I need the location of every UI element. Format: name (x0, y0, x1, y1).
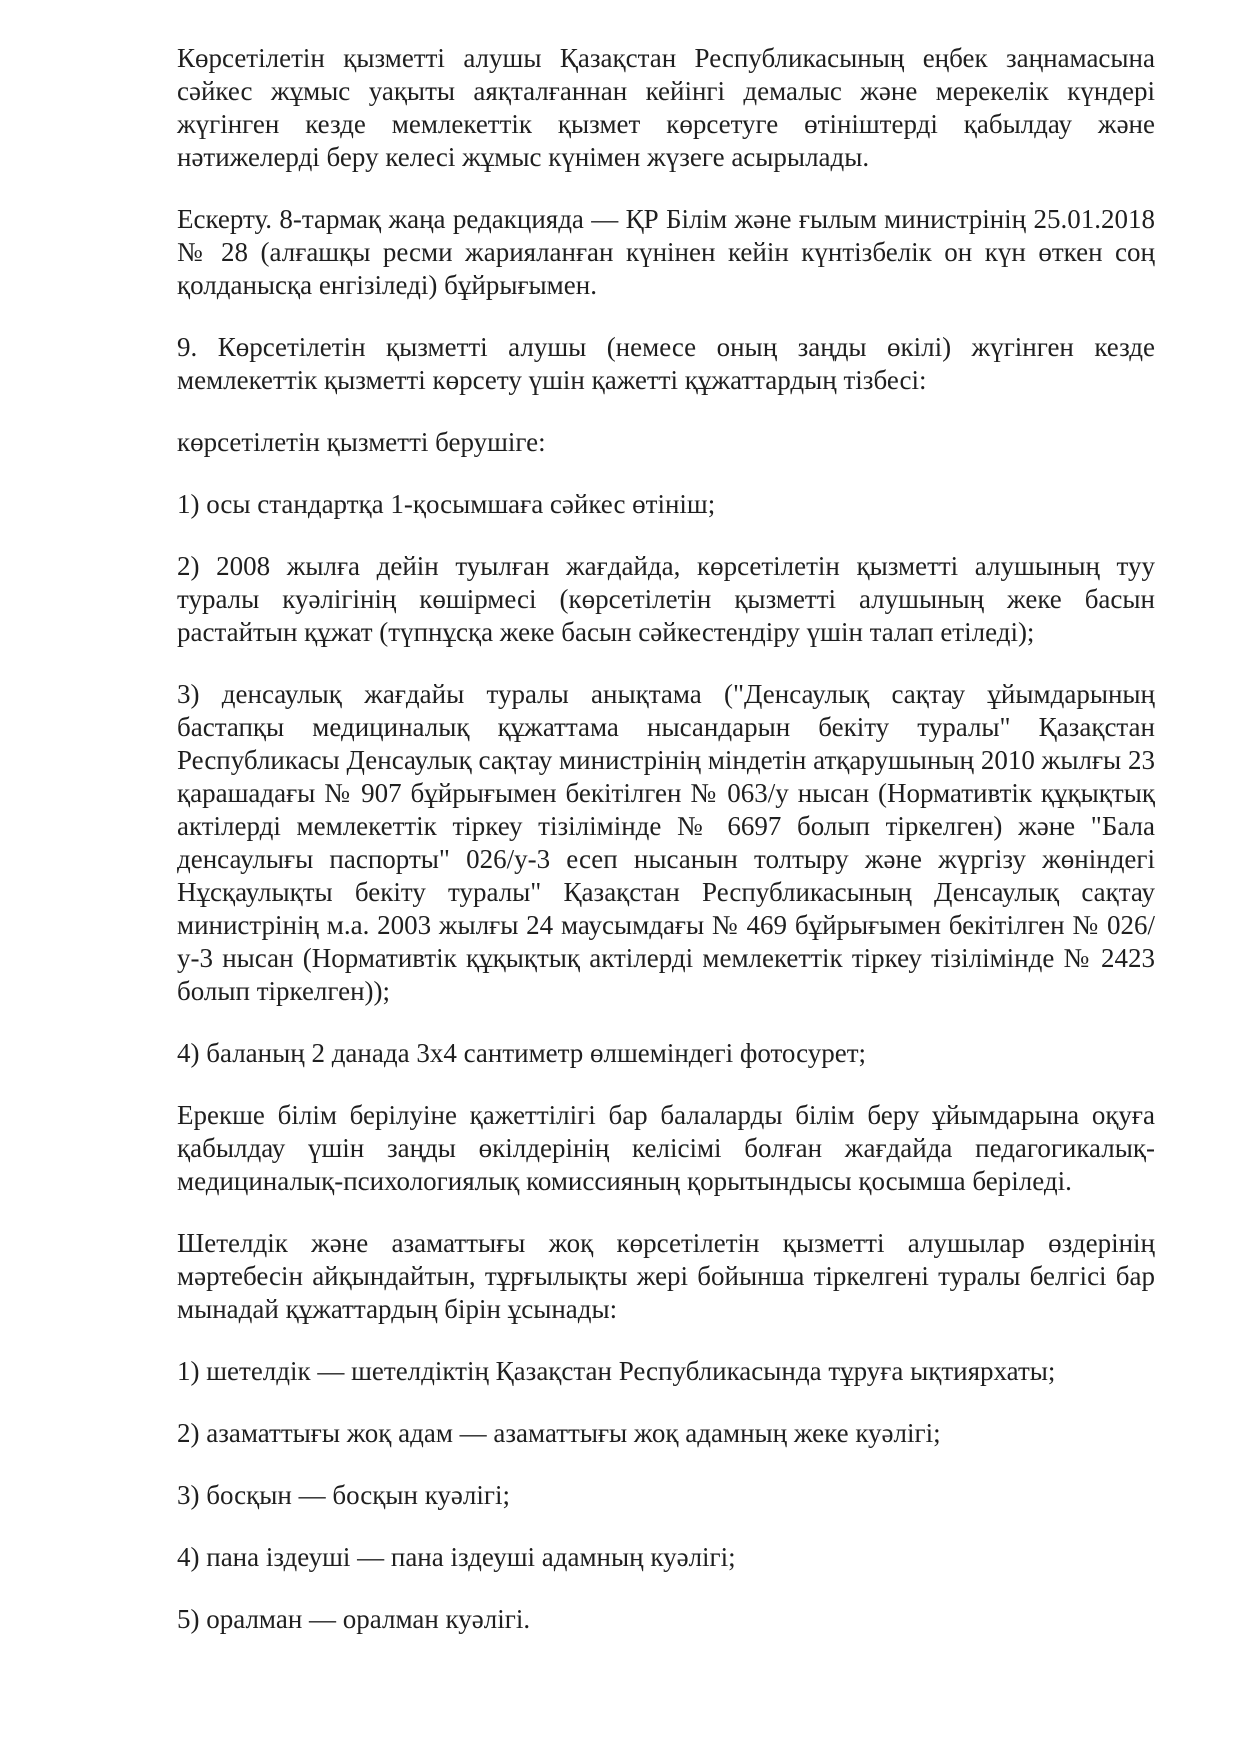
paragraph-item-9-documents: 9. Көрсетілетін қызметті алушы (немесе оның заңды өкілі) жүгінген кезде мемлекеттік қызметті көрсету үшін қажетті құжаттардың тізбесі: (177, 332, 1155, 395)
list-item-photo: 4) баланың 2 данада 3х4 сантиметр өлшеміндегі фотосурет; (177, 1038, 867, 1068)
list-item-asylum-seeker: 4) пана іздеуші — пана іздеуші адамның куәлігі; (177, 1542, 736, 1572)
list-item-foreigner: 1) шетелдік — шетелдіктің Қазақстан Республикасында тұруға ықтиярхаты; (177, 1356, 1056, 1386)
paragraph-special-needs: Ерекше білім берілуіне қажеттілігі бар балаларды білім беру ұйымдарына оқуға қабылдау үшін заңды өкілдерінің келісімі болған жағдайда педагогикалық-медициналық-психологиялық комиссияның қорытындысы қосымша беріледі. (177, 1100, 1155, 1196)
list-item-birth-certificate: 2) 2008 жылға дейін туылған жағдайда, көрсетілетін қызметті алушының туу туралы куәлігінің көшірмесі (көрсетілетін қызметті алушының жеке басын растайтын құжат (түпнұсқа жеке басын сәйкестендіру үшін талап етіледі); (177, 551, 1155, 647)
document-page (177, 42, 1155, 1665)
paragraph-foreigners: Шетелдік және азаматтығы жоқ көрсетілетін қызметті алушылар өздерінің мәртебесін айқындайтын, тұрғылықты жері бойынша тіркелгені туралы белгісі бар мынадай құжаттардың бірін ұсынады: (177, 1228, 1155, 1324)
list-item-application: 1) осы стандартқа 1-қосымшаға сәйкес өтініш; (177, 489, 716, 519)
list-item-oralman: 5) оралман — оралман куәлігі. (177, 1604, 531, 1634)
list-item-refugee: 3) босқын — босқын куәлігі; (177, 1480, 510, 1510)
paragraph-note-amendment: Ескерту. 8-тармақ жаңа редакцияда — ҚР Білім және ғылым министрінің 25.01.2018 № 28 (алғашқы ресми жарияланған күнінен кейін күнтізбелік он күн өткен соң қолданысқа енгізіледі) бұйрығымен. (177, 204, 1155, 300)
list-item-health-certificate: 3) денсаулық жағдайы туралы анықтама ("Денсаулық сақтау ұйымдарының бастапқы медициналық құжаттама нысандарын бекіту туралы" Қазақстан Республикасы Денсаулық сақтау министрінің міндетін атқарушының 2010 жылғы 23 қарашадағы № 907 бұйрығымен бекітілген № 063/у нысан (Нормативтік құқықтық актілерді мемлекеттік тіркеу тізілімінде № 6697 болып тіркелген) және "Бала денсаулығы паспорты" 026/у-3 есеп нысанын толтыру және жүргізу жөніндегі Нұсқаулықты бекіту туралы" Қазақстан Республикасының Денсаулық сақтау министрінің м.а. 2003 жылғы 24 маусымдағы № 469 бұйрығымен бекітілген № 026/у-3 нысан (Нормативтік құқықтық актілерді мемлекеттік тіркеу тізілімінде № 2423 болып тіркелген)); (177, 679, 1155, 1006)
paragraph-to-provider: көрсетілетін қызметті берушіге: (177, 427, 546, 457)
paragraph-holiday-acceptance: Көрсетілетін қызметті алушы Қазақстан Республикасының еңбек заңнамасына сәйкес жұмыс уақыты аяқталғаннан кейінгі демалыс және мерекелік күндері жүгінген кезде мемлекеттік қызмет көрсетуге өтініштерді қабылдау және нәтижелерді беру келесі жұмыс күнімен жүзеге асырылады. (177, 43, 1155, 172)
list-item-stateless: 2) азаматтығы жоқ адам — азаматтығы жоқ адамның жеке куәлігі; (177, 1418, 941, 1448)
